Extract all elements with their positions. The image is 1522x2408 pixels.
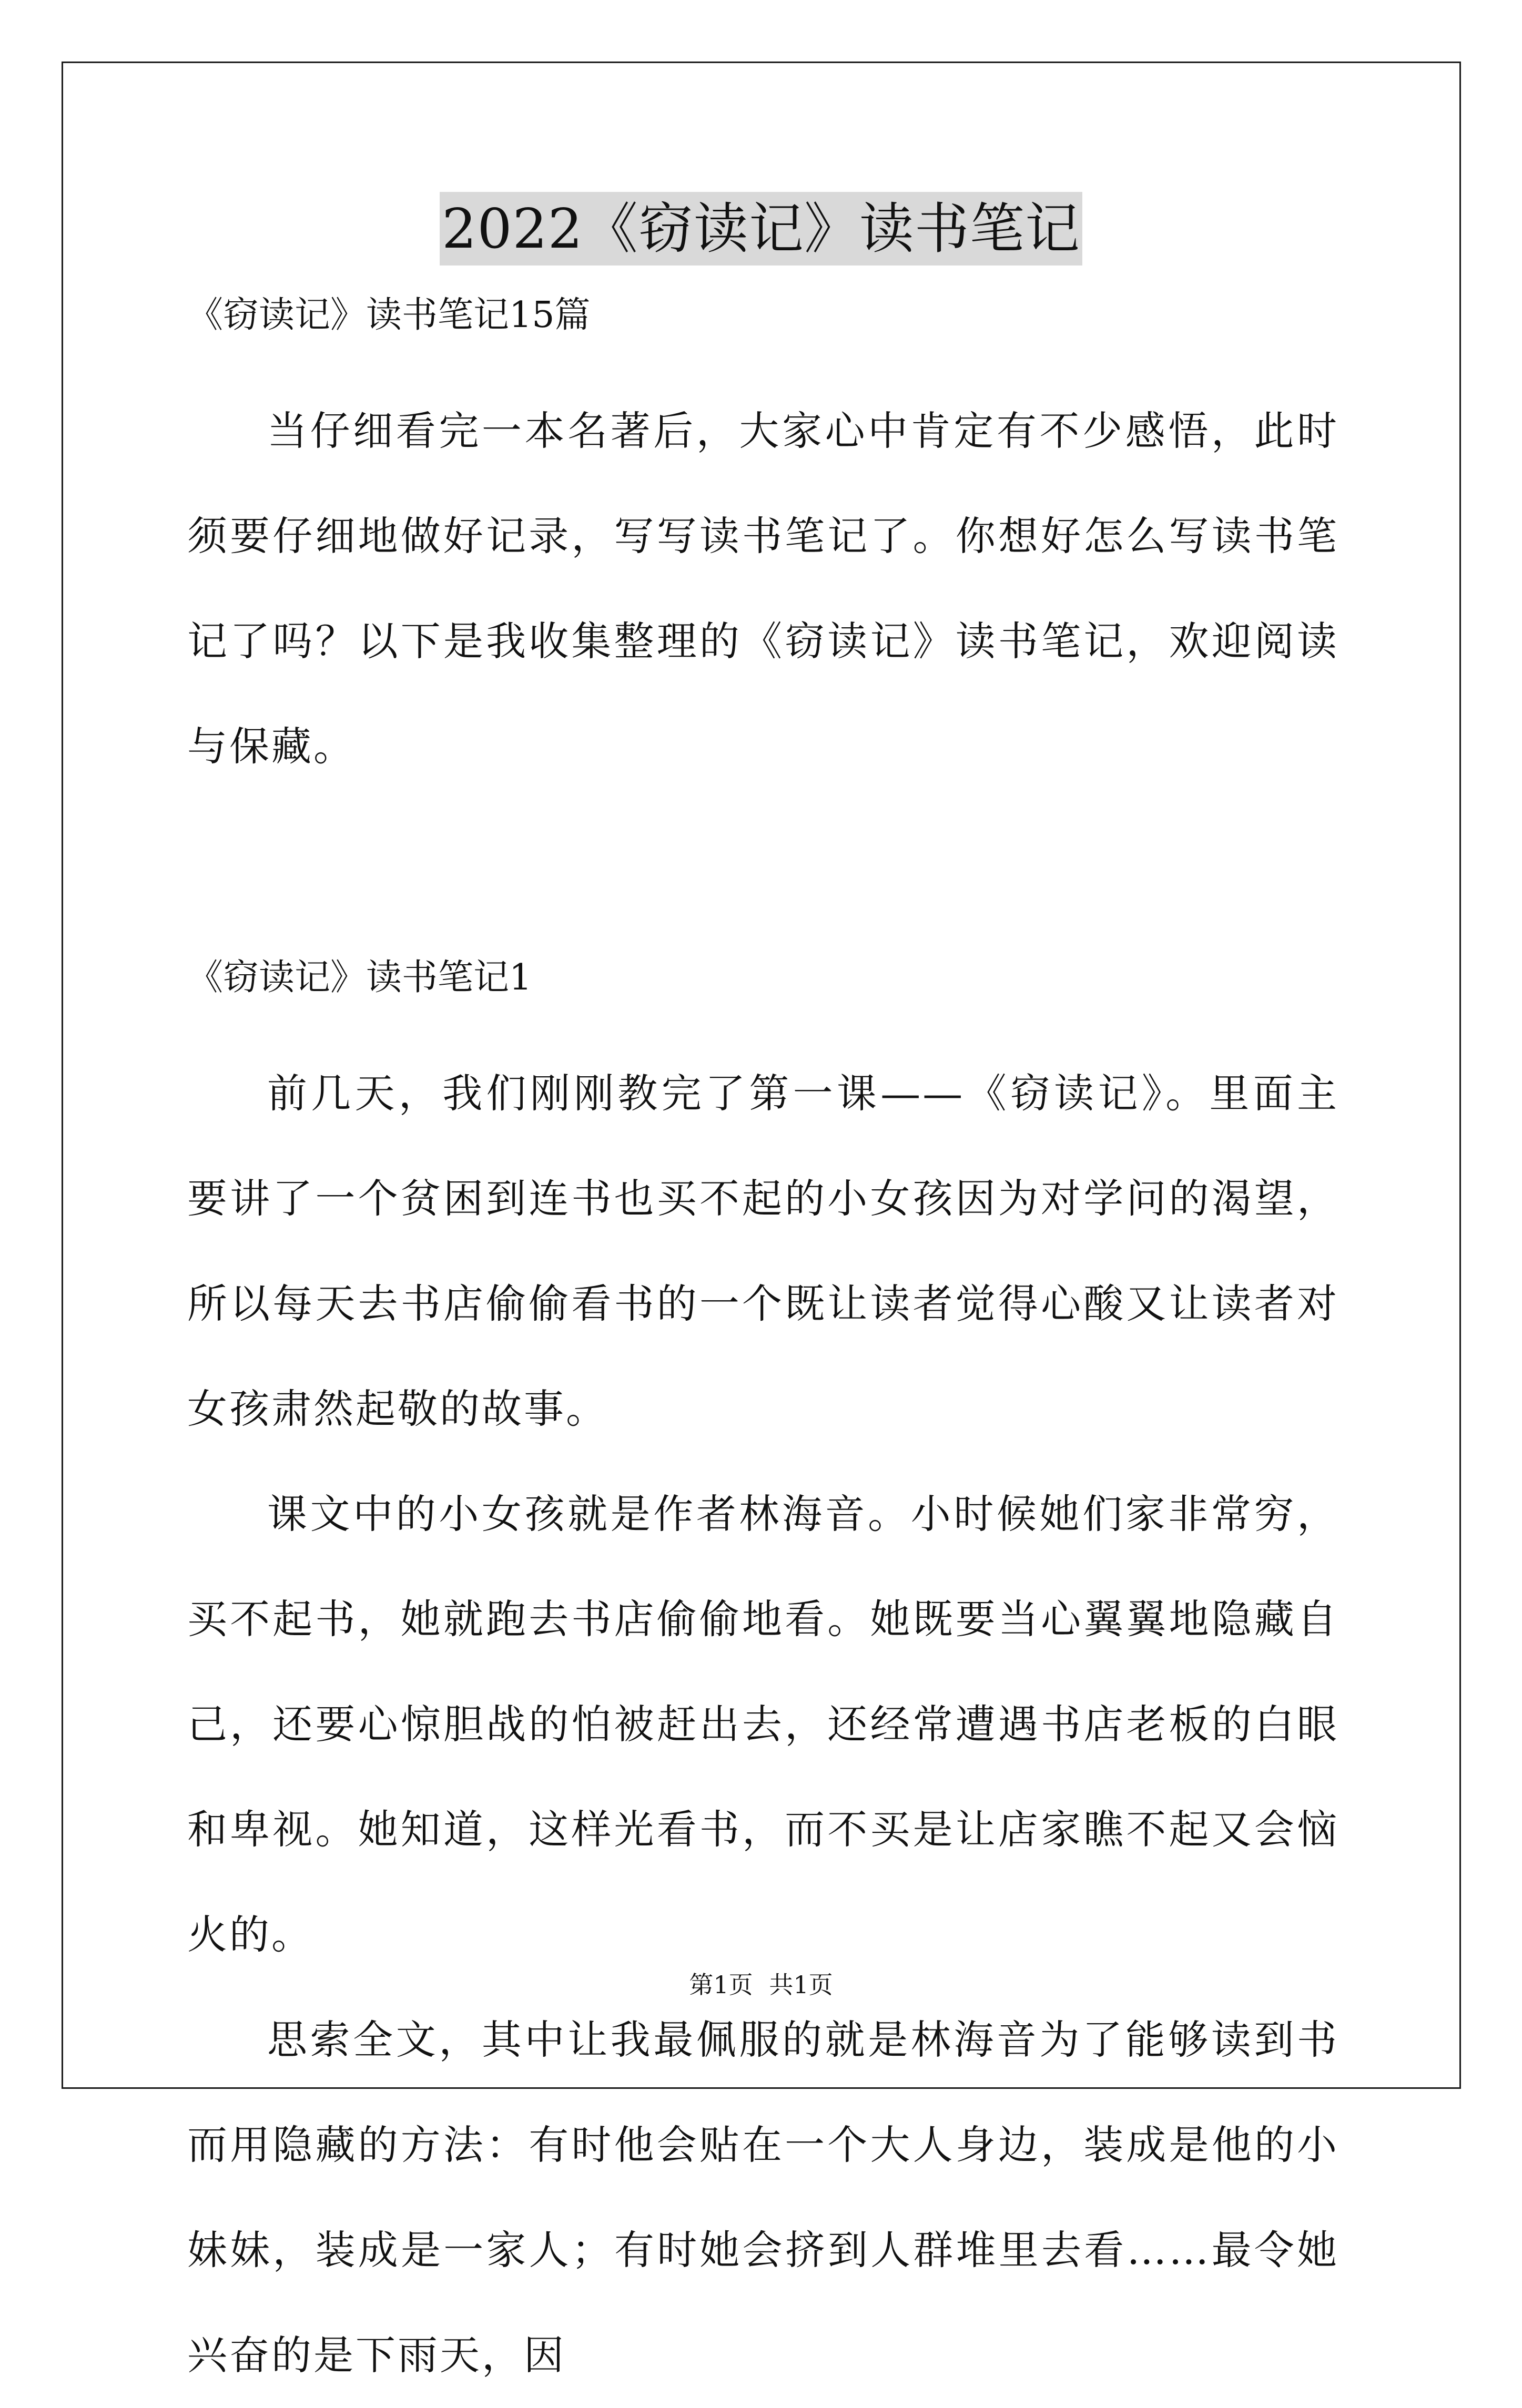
body-paragraph-2: 课文中的小女孩就是作者林海音。小时候她们家非常穷，买不起书，她就跑去书店偷偷地看。她既要当心翼翼地隐藏自己，还要心惊胆战的怕被赶出去，还经常遭遇书店老板的白眼和卑视。她知道，这样光看书，而不买是让店家瞧不起又会恼火的。 (187, 1491, 1339, 1958)
body-paragraph-3: 思索全文，其中让我最佩服的就是林海音为了能够读到书而用隐藏的方法：有时他会贴在一个大人身边，装成是他的小妹妹，装成是一家人；有时她会挤到人群堆里去看……最令她兴奋的是下雨天，因 (187, 2016, 1339, 2379)
document-title: 2022《窃读记》读书笔记 (440, 192, 1082, 266)
title-wrap (0, 192, 1522, 266)
document-subtitle: 《窃读记》读书笔记15篇 (187, 294, 591, 336)
page-footer (0, 1969, 1522, 2001)
body-paragraph-1: 前几天，我们刚刚教完了第一课——《窃读记》。里面主要讲了一个贫困到连书也买不起的小女孩因为对学问的渴望，所以每天去书店偷偷看书的一个既让读者觉得心酸又让读者对女孩肃然起敬的故事。 (187, 1070, 1339, 1432)
document-body (187, 284, 1339, 2408)
page-number-total: 共1页 (769, 1971, 833, 1999)
intro-paragraph: 当仔细看完一本名著后，大家心中肯定有不少感悟，此时须要仔细地做好记录，写写读书笔记了。你想好怎么写读书笔记了吗？以下是我收集整理的《窃读记》读书笔记，欢迎阅读与保藏。 (187, 407, 1339, 770)
section-heading: 《窃读记》读书笔记1 (187, 957, 532, 998)
page-number-current: 第1页 (689, 1971, 753, 1999)
